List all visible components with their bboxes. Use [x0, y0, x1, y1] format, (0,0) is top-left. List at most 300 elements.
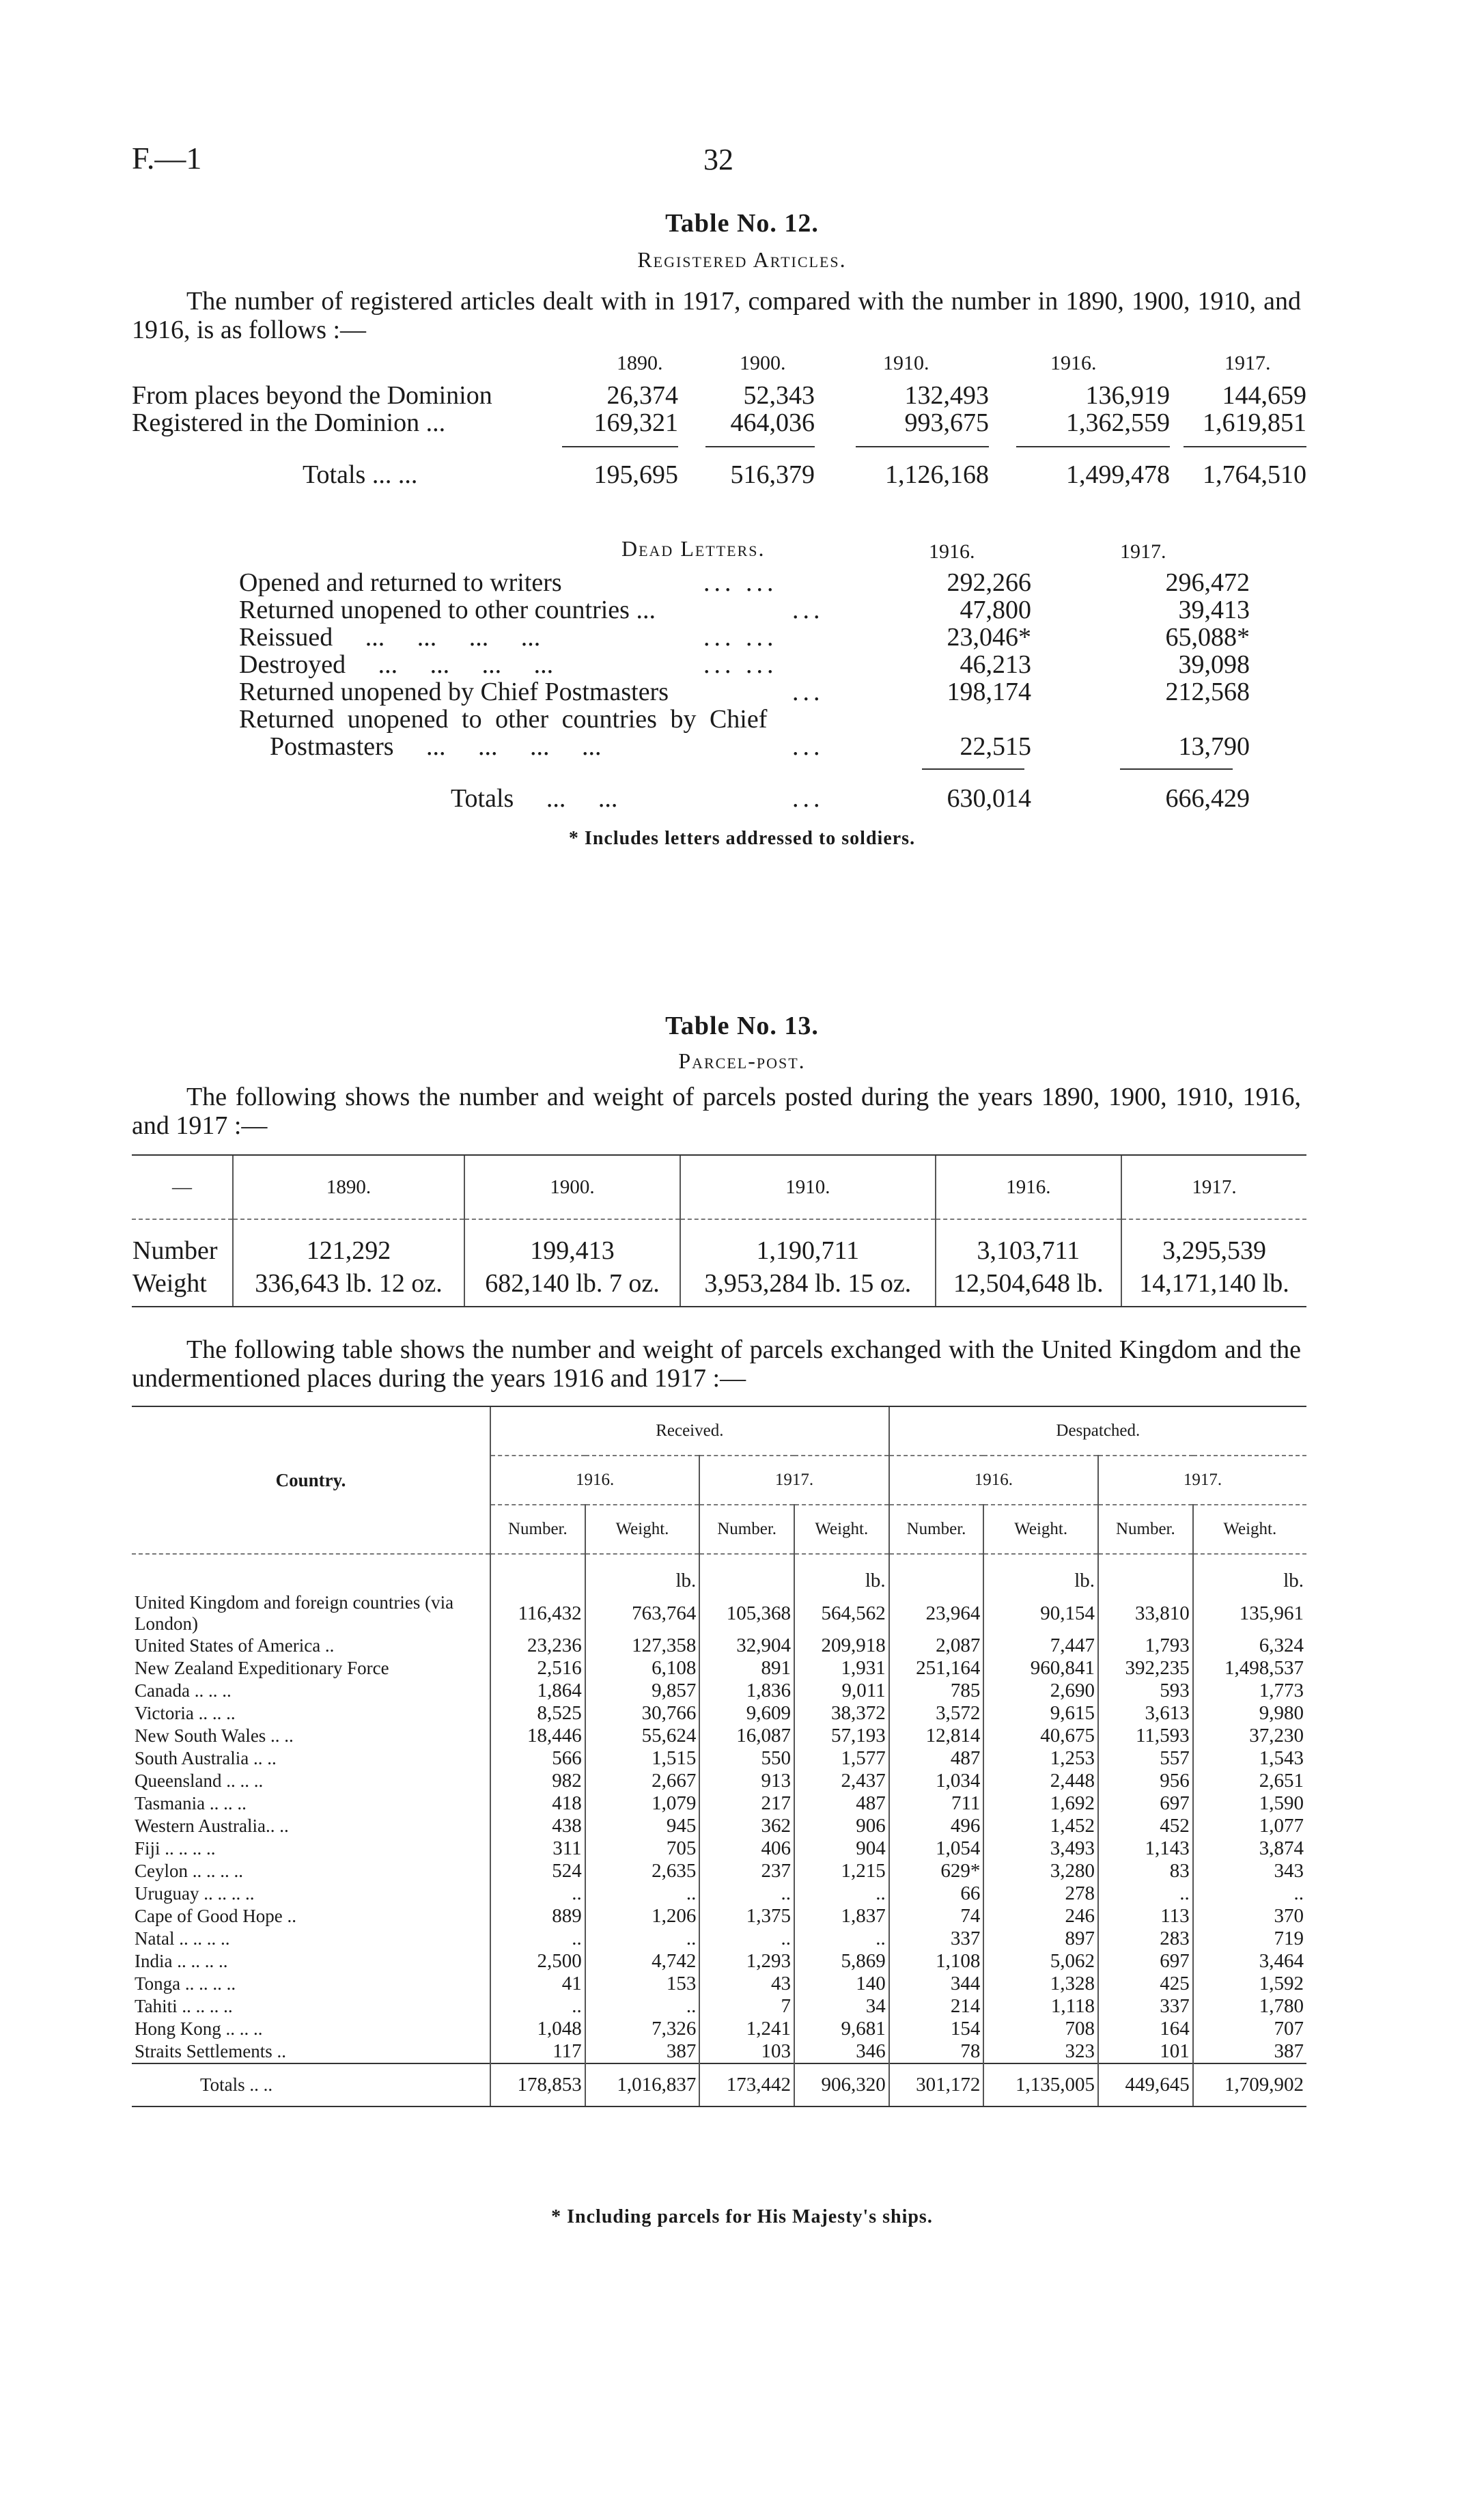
cell: 140 — [794, 1973, 889, 1995]
year-header: 1916. — [929, 540, 975, 563]
row-label: Totals .. .. — [132, 2063, 490, 2106]
year-header: 1916. — [490, 1456, 699, 1505]
units-row — [132, 1554, 1306, 1592]
country-name: United Kingdom and foreign countries (via London) — [135, 1592, 454, 1634]
cell: 1,077 — [1193, 1815, 1306, 1837]
totals-row — [239, 783, 1250, 813]
table-row — [132, 1635, 1306, 1657]
cell: 906 — [794, 1815, 889, 1837]
unit-label: lb. — [1193, 1554, 1306, 1592]
row-label: Number — [132, 1236, 218, 1265]
number-header: Number. — [1098, 1505, 1193, 1554]
column-header: 1900. — [464, 1155, 680, 1219]
cell: 1,135,005 — [983, 2063, 1098, 2106]
cell: 889 — [490, 1905, 585, 1928]
table-row — [132, 1592, 1306, 1635]
cell: 697 — [1098, 1950, 1193, 1973]
table-row — [239, 568, 1250, 597]
cell: 705 — [585, 1837, 700, 1860]
cell: 557 — [1098, 1747, 1193, 1770]
cell: 452 — [1098, 1815, 1193, 1837]
cell: 199,413 — [464, 1219, 680, 1267]
sum-rule — [856, 446, 989, 447]
cell: .. — [585, 1995, 700, 2018]
cell: 214 — [889, 1995, 984, 2018]
document-code: F.—1 — [132, 141, 202, 176]
cell: 154 — [889, 2018, 984, 2040]
cell: 65,088* — [1165, 623, 1250, 652]
cell: .. — [490, 1882, 585, 1905]
cell: 23,046* — [947, 623, 1031, 652]
cell: 897 — [983, 1928, 1098, 1950]
cell: 763,764 — [585, 1592, 700, 1635]
cell: 1,836 — [699, 1680, 794, 1702]
cell: 1,515 — [585, 1747, 700, 1770]
year-header: 1916. — [889, 1456, 1098, 1505]
cell: 343 — [1193, 1860, 1306, 1882]
cell: 212,568 — [1165, 678, 1250, 706]
cell: 78 — [889, 2040, 984, 2063]
cell: 945 — [585, 1815, 700, 1837]
cell: 1,079 — [585, 1792, 700, 1815]
cell: 487 — [794, 1792, 889, 1815]
country-name: Straits Settlements .. — [135, 2041, 286, 2061]
cell: 3,874 — [1193, 1837, 1306, 1860]
country-name: New South Wales .. .. — [135, 1725, 294, 1746]
row-label: Registered in the Dominion ... — [132, 408, 446, 437]
leader-dots: ... — [792, 678, 824, 706]
cell: 392,235 — [1098, 1657, 1193, 1680]
cell: .. — [1098, 1882, 1193, 1905]
cell: 101 — [1098, 2040, 1193, 2063]
cell: 2,651 — [1193, 1770, 1306, 1792]
table-row — [132, 1747, 1306, 1770]
year-header: 1910. — [883, 352, 929, 374]
sum-rule — [1184, 446, 1306, 447]
cell: 47,800 — [960, 596, 1031, 624]
cell: .. — [699, 1882, 794, 1905]
cell: 169,321 — [593, 408, 678, 437]
cell: 1,709,902 — [1193, 2063, 1306, 2106]
cell: .. — [490, 1995, 585, 2018]
cell: .. — [585, 1928, 700, 1950]
cell: 697 — [1098, 1792, 1193, 1815]
cell: 1,780 — [1193, 1995, 1306, 2018]
number-header: Number. — [889, 1505, 984, 1554]
exchange-footnote: * Including parcels for His Majesty's ships. — [551, 2206, 933, 2227]
cell: 296,472 — [1165, 568, 1250, 597]
weight-header: Weight. — [794, 1505, 889, 1554]
cell: 487 — [889, 1747, 984, 1770]
cell: 904 — [794, 1837, 889, 1860]
cell: .. — [699, 1928, 794, 1950]
cell: 982 — [490, 1770, 585, 1792]
parcel-exchange-table — [132, 1406, 1306, 2107]
leader-dots: ... ... — [703, 568, 778, 597]
table-row — [132, 1882, 1306, 1905]
cell: 3,493 — [983, 1837, 1098, 1860]
totals-row — [132, 460, 1306, 488]
leader-dots: ... ... — [703, 623, 778, 652]
cell: 1,764,510 — [1203, 460, 1306, 489]
cell: 630,014 — [947, 784, 1031, 813]
country-name: Cape of Good Hope .. — [135, 1906, 296, 1926]
cell: 9,857 — [585, 1680, 700, 1702]
table-row — [132, 408, 1306, 436]
cell: 74 — [889, 1905, 984, 1928]
cell: 33,810 — [1098, 1592, 1193, 1635]
cell: 2,635 — [585, 1860, 700, 1882]
year-header: 1900. — [740, 352, 786, 374]
table-row — [239, 677, 1250, 706]
cell: 593 — [1098, 1680, 1193, 1702]
cell: 6,324 — [1193, 1635, 1306, 1657]
cell: 566 — [490, 1747, 585, 1770]
cell: 387 — [585, 2040, 700, 2063]
cell: 23,964 — [889, 1592, 984, 1635]
cell: 2,516 — [490, 1657, 585, 1680]
cell: 337 — [889, 1928, 984, 1950]
cell: 1,590 — [1193, 1792, 1306, 1815]
cell: 406 — [699, 1837, 794, 1860]
cell: 7 — [699, 1995, 794, 2018]
despatched-header: Despatched. — [889, 1406, 1306, 1456]
table-row — [132, 1905, 1306, 1928]
year-header: 1917. — [1224, 352, 1271, 374]
cell: 66 — [889, 1882, 984, 1905]
cell: 1,592 — [1193, 1973, 1306, 1995]
cell: 237 — [699, 1860, 794, 1882]
row-label: Returned unopened to other countries ... — [239, 596, 656, 624]
number-header: Number. — [699, 1505, 794, 1554]
column-header: 1917. — [1121, 1155, 1306, 1219]
cell: 438 — [490, 1815, 585, 1837]
cell: 209,918 — [794, 1635, 889, 1657]
cell: 550 — [699, 1747, 794, 1770]
table-row — [132, 1860, 1306, 1882]
cell: 37,230 — [1193, 1725, 1306, 1747]
country-name: Natal .. .. .. .. — [135, 1928, 230, 1949]
column-header: 1890. — [233, 1155, 464, 1219]
table-row — [132, 1837, 1306, 1860]
cell: 1,048 — [490, 2018, 585, 2040]
cell: 1,452 — [983, 1815, 1098, 1837]
cell: 13,790 — [1178, 732, 1250, 761]
number-header: Number. — [490, 1505, 585, 1554]
cell: 464,036 — [730, 408, 815, 437]
cell: 1,773 — [1193, 1680, 1306, 1702]
table12-subtitle: Registered Articles. — [637, 247, 847, 272]
cell: 1,016,837 — [585, 2063, 700, 2106]
cell: 132,493 — [904, 381, 989, 410]
cell: 1,577 — [794, 1747, 889, 1770]
cell: 1,054 — [889, 1837, 984, 1860]
cell: 1,793 — [1098, 1635, 1193, 1657]
cell: 891 — [699, 1657, 794, 1680]
cell: 1,692 — [983, 1792, 1098, 1815]
cell: 719 — [1193, 1928, 1306, 1950]
cell: 2,437 — [794, 1770, 889, 1792]
cell: 708 — [983, 2018, 1098, 2040]
dead-letters-footnote: * Includes letters addressed to soldiers. — [568, 828, 916, 849]
weight-header: Weight. — [585, 1505, 700, 1554]
cell: 26,374 — [606, 381, 678, 410]
cell: 449,645 — [1098, 2063, 1193, 2106]
cell: 83 — [1098, 1860, 1193, 1882]
table13-subtitle: Parcel-post. — [678, 1048, 806, 1073]
table-row — [132, 1950, 1306, 1973]
table-row — [132, 1267, 1306, 1307]
cell: 906,320 — [794, 2063, 889, 2106]
cell: 993,675 — [904, 408, 989, 437]
cell: 1,837 — [794, 1905, 889, 1928]
cell: 105,368 — [699, 1592, 794, 1635]
row-label: Totals ... ... — [303, 460, 418, 489]
cell: .. — [794, 1928, 889, 1950]
cell: 1,034 — [889, 1770, 984, 1792]
cell: 5,062 — [983, 1950, 1098, 1973]
row-label: Opened and returned to writers — [239, 568, 562, 597]
cell: 629* — [889, 1860, 984, 1882]
table-row — [132, 1680, 1306, 1702]
table-row — [132, 2018, 1306, 2040]
cell: 251,164 — [889, 1657, 984, 1680]
cell: 496 — [889, 1815, 984, 1837]
cell: 5,869 — [794, 1950, 889, 1973]
table-row — [239, 732, 1250, 761]
year-header: 1917. — [1098, 1456, 1306, 1505]
cell: .. — [1193, 1882, 1306, 1905]
cell: 16,087 — [699, 1725, 794, 1747]
cell: 38,372 — [794, 1702, 889, 1725]
cell: 6,108 — [585, 1657, 700, 1680]
table-row — [132, 1657, 1306, 1680]
cell: 301,172 — [889, 2063, 984, 2106]
cell: 153 — [585, 1973, 700, 1995]
unit-label: lb. — [983, 1554, 1098, 1592]
unit-label: lb. — [585, 1554, 700, 1592]
sum-rule — [1120, 768, 1233, 770]
cell: 135,961 — [1193, 1592, 1306, 1635]
cell: 682,140 lb. 7 oz. — [464, 1267, 680, 1307]
country-name: Fiji .. .. .. .. — [135, 1838, 216, 1859]
sum-rule — [705, 446, 815, 447]
cell: 12,504,648 lb. — [936, 1267, 1121, 1307]
cell: 346 — [794, 2040, 889, 2063]
table-row — [132, 1973, 1306, 1995]
country-name: Tonga .. .. .. .. — [135, 1973, 236, 1994]
sum-rule — [1016, 446, 1170, 447]
cell: 43 — [699, 1973, 794, 1995]
cell: 711 — [889, 1792, 984, 1815]
cell: 7,326 — [585, 2018, 700, 2040]
table-row — [132, 1702, 1306, 1725]
cell: 136,919 — [1085, 381, 1170, 410]
year-header: 1917. — [1120, 540, 1166, 563]
cell: 370 — [1193, 1905, 1306, 1928]
leader-dots: ... — [792, 596, 824, 624]
leader-dots: ... ... — [703, 650, 778, 679]
cell: 707 — [1193, 2018, 1306, 2040]
cell: 1,499,478 — [1066, 460, 1170, 489]
cell: 2,448 — [983, 1770, 1098, 1792]
cell: .. — [794, 1882, 889, 1905]
cell: 9,011 — [794, 1680, 889, 1702]
country-name: United States of America .. — [135, 1635, 335, 1656]
cell: 278 — [983, 1882, 1098, 1905]
cell: 1,126,168 — [885, 460, 989, 489]
cell: 913 — [699, 1770, 794, 1792]
row-label: Returned unopened by Chief Postmasters — [239, 678, 669, 706]
cell: 1,190,711 — [680, 1219, 936, 1267]
country-name: New Zealand Expeditionary Force — [135, 1658, 389, 1678]
cell: 164 — [1098, 2018, 1193, 2040]
cell: 18,446 — [490, 1725, 585, 1747]
cell: 12,814 — [889, 1725, 984, 1747]
parcel-post-table — [132, 1154, 1306, 1307]
cell: 116,432 — [490, 1592, 585, 1635]
cell: 246 — [983, 1905, 1098, 1928]
cell: 3,464 — [1193, 1950, 1306, 1973]
cell: 9,609 — [699, 1702, 794, 1725]
cell: 1,362,559 — [1066, 408, 1170, 437]
weight-header: Weight. — [1193, 1505, 1306, 1554]
cell: 418 — [490, 1792, 585, 1815]
cell: 3,295,539 — [1121, 1219, 1306, 1267]
exchange-intro: The following table shows the number and weight of parcels exchanged with the United Kingdom and the undermentioned places during the years 1916 and 1917 :— — [132, 1335, 1301, 1393]
cell: 3,613 — [1098, 1702, 1193, 1725]
cell: 1,375 — [699, 1905, 794, 1928]
cell: 337 — [1098, 1995, 1193, 2018]
cell: 336,643 lb. 12 oz. — [233, 1267, 464, 1307]
cell: 23,236 — [490, 1635, 585, 1657]
cell: 524 — [490, 1860, 585, 1882]
country-name: Tahiti .. .. .. .. — [135, 1996, 233, 2016]
cell: 344 — [889, 1973, 984, 1995]
country-name: South Australia .. .. — [135, 1748, 277, 1768]
cell: 14,171,140 lb. — [1121, 1267, 1306, 1307]
year-header: 1917. — [699, 1456, 888, 1505]
table-row — [239, 595, 1250, 624]
cell: 8,525 — [490, 1702, 585, 1725]
cell: 3,280 — [983, 1860, 1098, 1882]
row-label: Totals ... ... — [451, 784, 618, 813]
cell: 564,562 — [794, 1592, 889, 1635]
cell: 90,154 — [983, 1592, 1098, 1635]
country-name: Canada .. .. .. — [135, 1680, 232, 1701]
cell: 1,619,851 — [1203, 408, 1306, 437]
cell: 956 — [1098, 1770, 1193, 1792]
cell: 1,293 — [699, 1950, 794, 1973]
cell: 22,515 — [960, 732, 1031, 761]
cell: 1,498,537 — [1193, 1657, 1306, 1680]
column-header: — — [132, 1155, 233, 1219]
cell: 425 — [1098, 1973, 1193, 1995]
cell: 311 — [490, 1837, 585, 1860]
cell: 9,681 — [794, 2018, 889, 2040]
cell: .. — [585, 1882, 700, 1905]
cell: 3,572 — [889, 1702, 984, 1725]
column-header: 1910. — [680, 1155, 936, 1219]
table12-title: Table No. 12. — [665, 209, 819, 238]
table-row — [239, 650, 1250, 679]
cell: 217 — [699, 1792, 794, 1815]
received-header: Received. — [490, 1406, 889, 1456]
cell: 32,904 — [699, 1635, 794, 1657]
cell: 323 — [983, 2040, 1098, 2063]
cell: 103 — [699, 2040, 794, 2063]
row-label: Reissued ... ... ... ... — [239, 623, 541, 652]
cell: 3,103,711 — [936, 1219, 1121, 1267]
cell: 9,615 — [983, 1702, 1098, 1725]
row-label: From places beyond the Dominion — [132, 381, 492, 410]
column-header: 1916. — [936, 1155, 1121, 1219]
table-row — [132, 1815, 1306, 1837]
cell: 127,358 — [585, 1635, 700, 1657]
country-name: Queensland .. .. .. — [135, 1770, 264, 1791]
cell: 40,675 — [983, 1725, 1098, 1747]
totals-row — [132, 2063, 1306, 2106]
cell: 41 — [490, 1973, 585, 1995]
cell: 1,143 — [1098, 1837, 1193, 1860]
cell: 362 — [699, 1815, 794, 1837]
cell: 666,429 — [1165, 784, 1250, 813]
table13-title: Table No. 13. — [665, 1012, 819, 1040]
cell: 2,087 — [889, 1635, 984, 1657]
cell: 1,118 — [983, 1995, 1098, 2018]
sum-rule — [562, 446, 678, 447]
row-label: Returned unopened to other countries by Chief — [239, 705, 768, 734]
cell: 195,695 — [593, 460, 678, 489]
cell: 34 — [794, 1995, 889, 2018]
sum-rule — [922, 768, 1024, 770]
cell: 9,980 — [1193, 1702, 1306, 1725]
cell: 1,931 — [794, 1657, 889, 1680]
cell: 173,442 — [699, 2063, 794, 2106]
cell: 4,742 — [585, 1950, 700, 1973]
cell: 198,174 — [947, 678, 1031, 706]
cell: 1,864 — [490, 1680, 585, 1702]
table-row — [132, 1725, 1306, 1747]
cell: 117 — [490, 2040, 585, 2063]
cell: 144,659 — [1222, 381, 1306, 410]
cell: 1,328 — [983, 1973, 1098, 1995]
row-label: Weight — [132, 1267, 233, 1307]
table-row — [132, 1792, 1306, 1815]
cell: 2,667 — [585, 1770, 700, 1792]
country-name: Western Australia.. .. — [135, 1816, 289, 1836]
country-name: Victoria .. .. .. — [135, 1703, 236, 1723]
cell: 960,841 — [983, 1657, 1098, 1680]
cell: 283 — [1098, 1928, 1193, 1950]
cell: 52,343 — [743, 381, 815, 410]
table-row — [132, 1770, 1306, 1792]
row-label: Postmasters ... ... ... ... — [270, 732, 602, 761]
table-row — [132, 380, 1306, 409]
country-name: Ceylon .. .. .. .. — [135, 1861, 243, 1881]
cell: 516,379 — [730, 460, 815, 489]
table-row — [132, 1219, 1306, 1267]
cell: 55,624 — [585, 1725, 700, 1747]
table12-intro: The number of registered articles dealt with in 1917, compared with the number in 1890, 1900, 1910, and 1916, is as follows :— — [132, 287, 1301, 344]
cell: 292,266 — [947, 568, 1031, 597]
year-header: 1916. — [1050, 352, 1097, 374]
cell: 1,253 — [983, 1747, 1098, 1770]
cell: 39,413 — [1178, 596, 1250, 624]
leader-dots: ... — [792, 784, 824, 813]
country-name: India .. .. .. .. — [135, 1951, 228, 1971]
table-row — [239, 622, 1250, 652]
